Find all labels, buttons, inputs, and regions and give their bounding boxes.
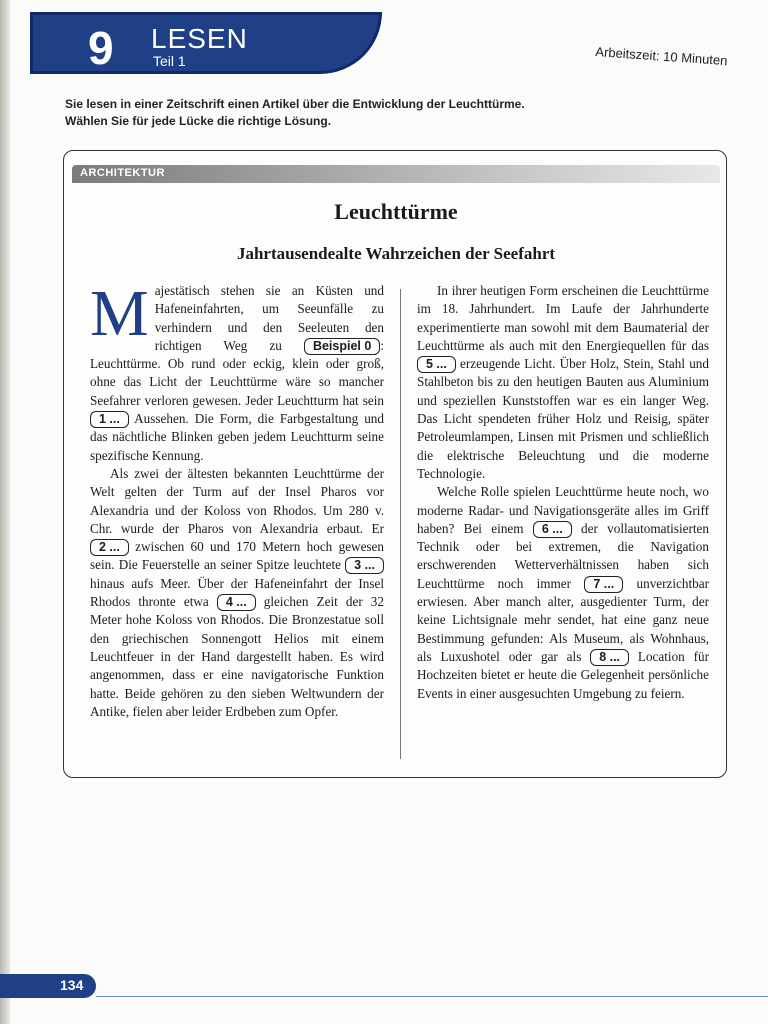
text-run: erzeugende Licht. Über Holz, Stein, Stahl und Stahlbeton bis zu den heutigen Bauten aus Aluminium und speziellen Kunststoffen war es ein langer Weg. Das Licht spendeten früher Holz und Reisig, später Petroleumlampen, Linsen mit Prismen und schließlich die elektrische Beleuchtung und die moderne Technologie.: [417, 356, 709, 481]
instruction-line-1: Sie lesen in einer Zeitschrift einen Artikel über die Entwicklung der Leuchttürme.: [65, 97, 525, 111]
gap-2[interactable]: 2 ...: [90, 539, 129, 556]
text-run: gleichen Zeit der 32 Meter hohe Koloss von Rhodos. Die Bronzestatue soll den griechischen Sonnengott Helios mit einem Leuchtfeuer in der Hand dargestellt haben. Es wird angenommen, dass er eine navigatorische Funktion hatte. Beide gehören zu den sieben Weltwundern der Antike, fielen aber leider Erdbeben zum Opfer.: [90, 594, 384, 719]
gap-5[interactable]: 5 ...: [417, 356, 456, 373]
column-divider: [400, 289, 401, 759]
gap-8[interactable]: 8 ...: [590, 649, 629, 666]
drop-cap: M: [90, 277, 149, 350]
text-run: hinaus aufs Meer. Über der Hafeneinfahrt der Insel Rhodos thronte etwa: [90, 575, 384, 610]
text-run: ajestätisch stehen sie an Küsten und Hafeneinfahrten, um Seeunfälle zu verhindern und den Seeleuten den richtigen Weg zu: [154, 283, 384, 353]
text-run: der vollautomatisierten Technik oder bei extremen, die Navigation erschwerenden Wetterverhältnissen haben sich Leuchttürme noch immer: [417, 520, 709, 591]
chapter-number: 9: [88, 22, 114, 74]
text-run: Welche Rolle spielen Leuchttürme heute noch, wo moderne Radar- und Navigationsgeräte alles im Griff haben? Bei einem: [417, 484, 709, 536]
text-run: Location für Hochzeiten bietet er heute die Gelegenheit persönliche Events in einer ausgesuchten Umgebung zu feiern.: [417, 648, 709, 701]
category-label: ARCHITEKTUR: [80, 167, 165, 179]
page-number-tab: [0, 974, 96, 998]
footer-rule: [96, 996, 768, 997]
section-header-tab: [30, 12, 382, 74]
text-run: Aussehen. Die Form, die Farbgestaltung und das nächtliche Blinken geben jedem Leuchtturm seine spezifische Kennung.: [90, 411, 384, 463]
text-run: Als zwei der ältesten bekannten Leuchttürme der Welt gelten der Turm auf der Insel Pharos vor Alexandria und der Koloss von Rhodos. Um 280 v. Chr. wurde der Pharos von Alexandria erbaut. Er: [90, 465, 384, 536]
task-instructions: [65, 96, 525, 130]
article-column-right: [417, 282, 709, 703]
instruction-line-2: Wählen Sie für jede Lücke die richtige Lösung.: [65, 114, 332, 128]
work-time: Arbeitszeit: 10 Minuten: [594, 44, 728, 69]
article-box: [63, 150, 727, 778]
gap-example: Beispiel 0: [304, 338, 380, 355]
book-spine-shadow: [0, 0, 10, 1024]
category-bar: [72, 165, 720, 183]
section-title: LESEN: [151, 23, 248, 54]
gap-6[interactable]: 6 ...: [533, 521, 572, 538]
paragraph: [417, 282, 709, 483]
paragraph: [417, 483, 709, 703]
gap-7[interactable]: 7 ...: [584, 576, 623, 593]
text-run: zwischen 60 und 170 Metern hoch gewesen sein. Die Feuerstelle an seiner Spitze leuchtete: [90, 539, 384, 573]
page-number: 134: [60, 977, 84, 993]
gap-4[interactable]: 4 ...: [217, 594, 256, 611]
text-run: In ihrer heutigen Form erscheinen die Leuchttürme im 18. Jahrhundert. Im Laufe der Jahrhunderte experimentierte man sowohl mit dem Baumaterial der Leuchttürme als auch mit den Energiequellen für das: [417, 283, 709, 353]
article-column-left: [90, 277, 384, 721]
gap-3[interactable]: 3 ...: [345, 557, 384, 574]
text-run: : Leuchttürme. Ob rund oder eckig, klein oder groß, ohne das Licht der Leuchttürme wäre so mancher Seefahrer verloren gewesen. Jeder Leuchtturm hat sein: [90, 337, 384, 408]
article-subtitle: Jahrtausendealte Wahrzeichen der Seefahrt: [236, 244, 556, 263]
article-title: Leuchttürme: [334, 199, 458, 224]
paragraph: [90, 465, 384, 721]
section-part: Teil 1: [153, 53, 186, 69]
gap-1[interactable]: 1 ...: [90, 411, 129, 428]
text-run: unverzichtbar erwiesen. Aber manch alter, ausgedienter Turm, der keine Lichtsignale mehr sendet, hat eine ganz neue Bestimmung gefunden: Als Museum, als Wohnhaus, als Luxushotel oder gar als: [417, 575, 710, 664]
paragraph: [90, 277, 384, 465]
